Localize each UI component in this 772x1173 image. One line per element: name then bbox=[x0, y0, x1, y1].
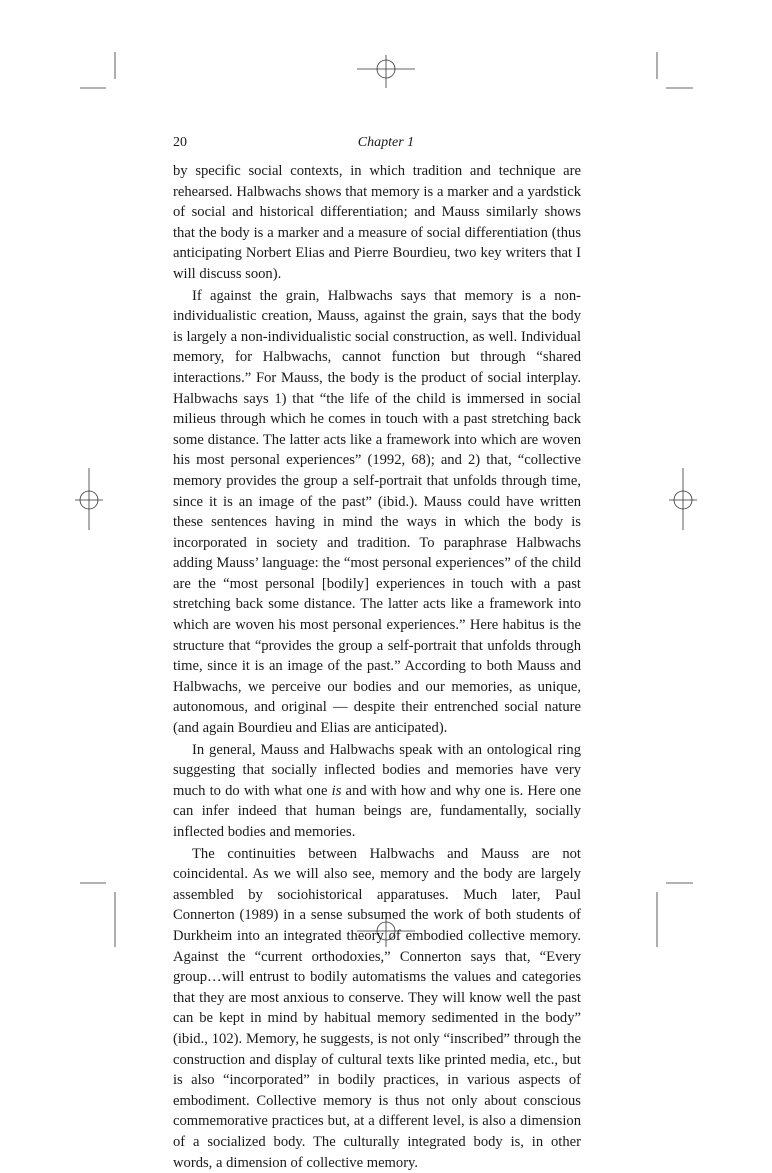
registration-mark-right bbox=[669, 468, 697, 530]
paragraph bbox=[173, 740, 581, 843]
paragraph-text: and with how and why one is. Here one can infer indeed that human beings are, fundamentally, socially inflected bodies and memories. bbox=[173, 782, 581, 840]
registration-mark-top bbox=[357, 55, 415, 88]
emphasized-word: is bbox=[331, 782, 342, 799]
body-text bbox=[173, 161, 581, 1173]
paragraph-continued: by specific social contexts, in which tradition and technique are rehearsed. Halbwachs shows that memory is a marker and a yardstick of social and historical differentiation; and Mauss similarly shows that the body is a marker and a measure of social differentiation (thus anticipating Norbert Elias and Pierre Bourdieu, two key writers that I will discuss soon). bbox=[173, 163, 581, 282]
paragraph: If against the grain, Halbwachs says that memory is a non-individualistic creation, Mauss, against the grain, says that the body is largely a non-individualistic social construction, as well. Individual memory, for Halbwachs, cannot function but through “shared interactions.” For Mauss, the body is the product of social interplay. Halbwachs says 1) that “the life of the child is immersed in social milieus through which he comes in touch with a past stretching back some distance. The latter acts like a framework into which are woven his most personal experiences” (1992, 68); and 2) that, “collective memory provides the group a self-portrait that unfolds through time, since it is an image of the past” (ibid.). Mauss could have written these sentences having in mind the ways in which the body is incorporated in society and tradition. To paraphrase Halbwachs adding Mauss’ language: the “most personal experiences” of the child are the “most personal [bodily] experiences in touch with a past stretching back some distance. The latter acts like a framework into which are woven his most personal experiences.” Here habitus is the structure that “provides the group a self-portrait that unfolds through time, since it is an image of the past.” According to both Mauss and Halbwachs, we perceive our bodies and our memories, as unique, autonomous, and original — despite their entrenched social nature (and again Bourdieu and Elias are anticipated). bbox=[173, 287, 581, 737]
registration-mark-left bbox=[75, 468, 103, 530]
page-number: 20 bbox=[173, 135, 187, 150]
paragraph: The continuities between Halbwachs and Mauss are not coincidental. As we will also see, memory and the body are largely assembled by sociohistorical apparatuses. Much later, Paul Connerton (1989) in a sense subsumed the work of both students of Durkheim into an integrated theory of embodied collective memory. Against the “current orthodoxies,” Connerton says that, “Every group…will entrust to bodily automatisms the values and categories that they are most anxious to conserve. They will know well the past can be kept in mind by habitual memory sedimented in the body” (ibid., 102). Memory, he suggests, is not only “inscribed” through the construction and display of cultural texts like printed media, etc., but is also “incorporated” in bodily practices, in various aspects of embodiment. Collective memory is thus not only about conscious commemorative practices but, at a different level, is also a dimension of a socialized body. The culturally integrated body is, in other words, a dimension of collective memory. bbox=[173, 845, 581, 1171]
paragraph-text: In general, Mauss and Halbwachs speak with an ontological ring suggesting that socially inflected bodies and memories have very much to do with what one bbox=[173, 741, 581, 799]
running-head-chapter: Chapter 1 bbox=[357, 135, 415, 150]
